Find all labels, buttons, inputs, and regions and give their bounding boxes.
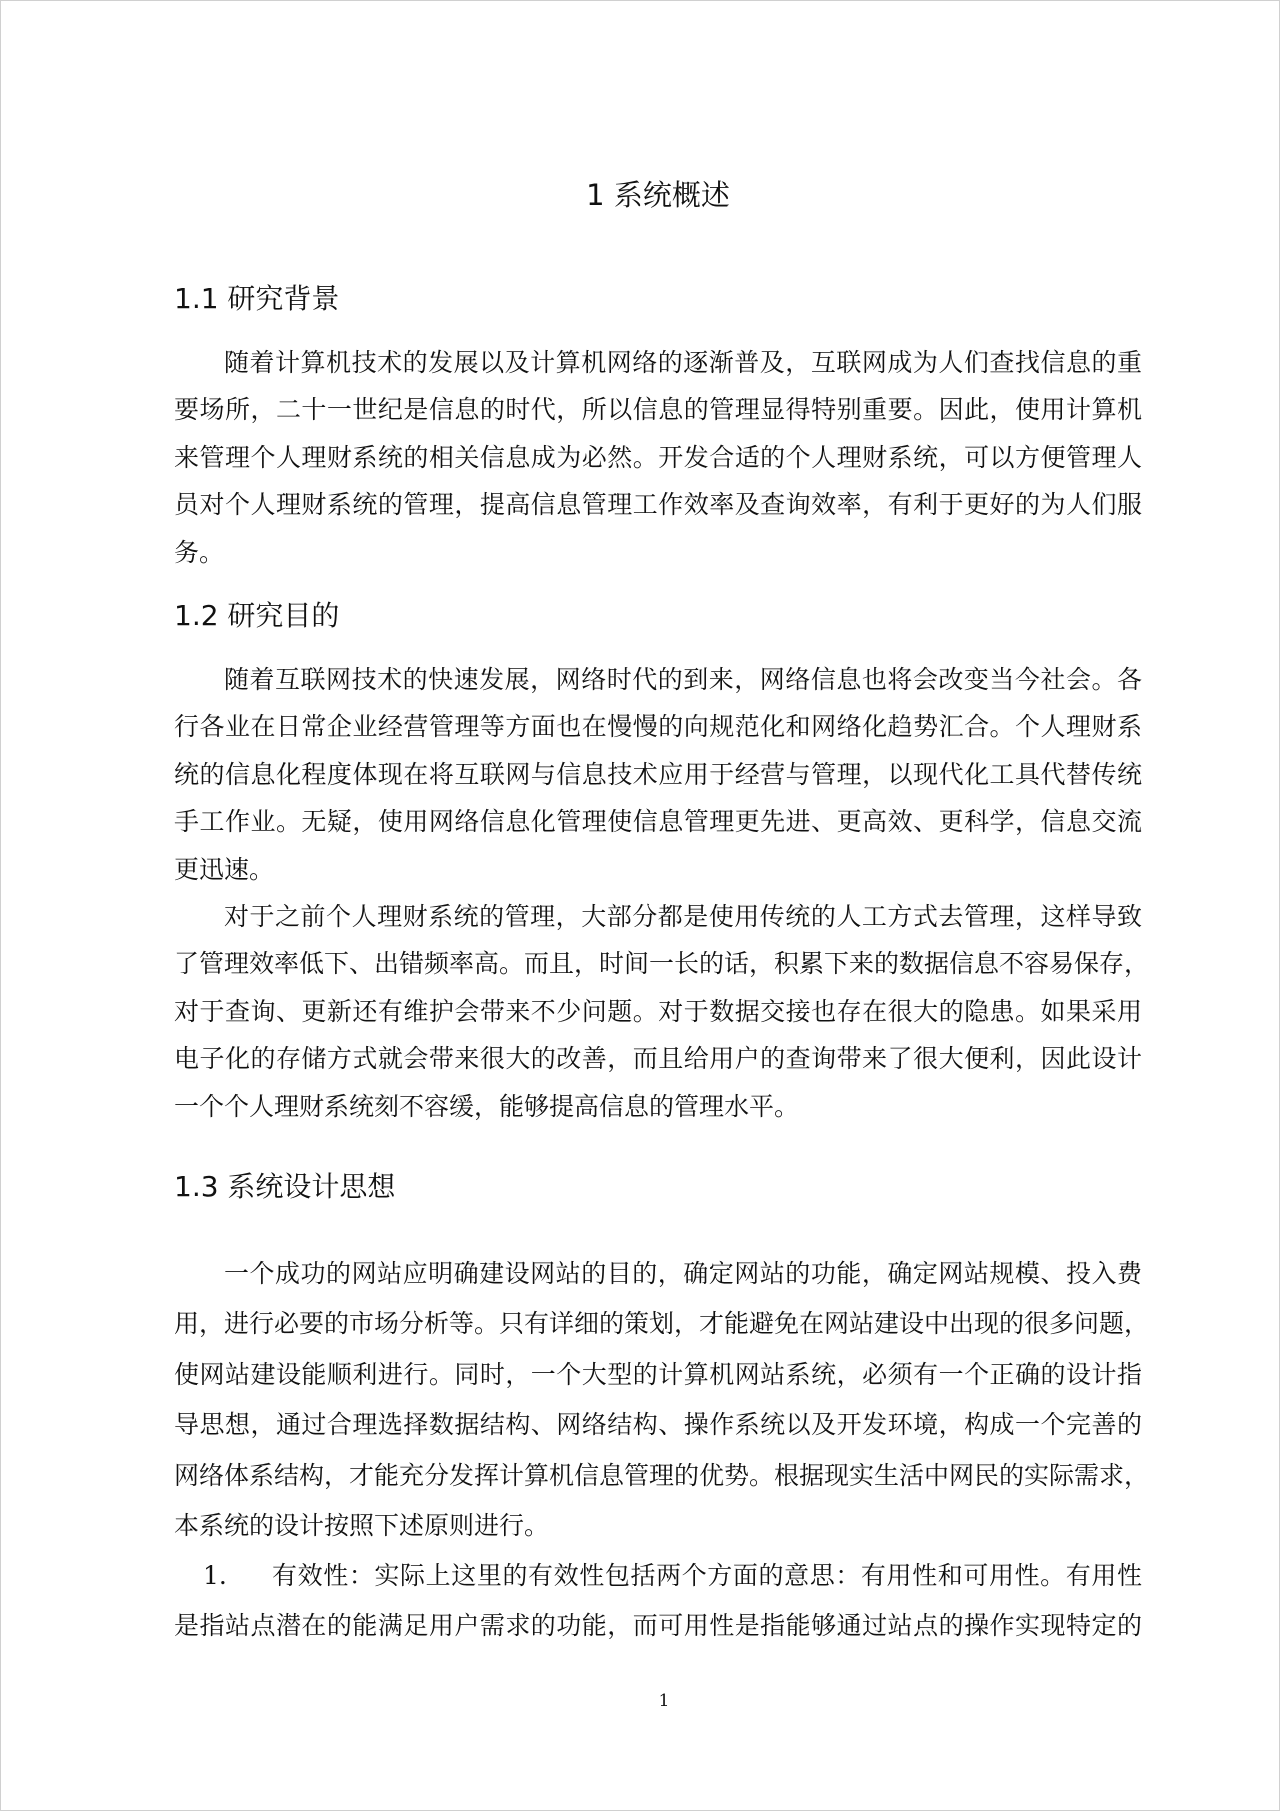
section-heading-1-3: 1.3 系统设计思想: [174, 1170, 396, 1203]
list-item-continuation: 是指站点潜在的能满足用户需求的功能，而可用性是指能够通过站点的操作实现特定的: [174, 1611, 1142, 1641]
paragraph-line: 员对个人理财系统的管理，提高信息管理工作效率及查询效率，有利于更好的为人们服: [174, 490, 1142, 520]
page-number: 1: [658, 1691, 670, 1711]
list-item-number: 1.: [203, 1561, 227, 1590]
paragraph-line: 了管理效率低下、出错频率高。而且，时间一长的话，积累下来的数据信息不容易保存，: [174, 949, 1150, 979]
paragraph-line: 务。: [174, 537, 225, 567]
paragraph-line: 更迅速。: [174, 854, 275, 884]
list-item-text: 有效性：实际上这里的有效性包括两个方面的意思：有用性和可用性。有用性: [272, 1561, 1142, 1590]
paragraph-line: 要场所，二十一世纪是信息的时代，所以信息的管理显得特别重要。因此，使用计算机: [174, 395, 1142, 425]
paragraph-line: 本系统的设计按照下述原则进行。: [174, 1510, 550, 1540]
section-heading-1-1: 1.1 研究背景: [174, 282, 340, 315]
paragraph-line: 对于查询、更新还有维护会带来不少问题。对于数据交接也存在很大的隐患。如果采用: [174, 996, 1142, 1026]
section-heading-1-2: 1.2 研究目的: [174, 599, 340, 632]
paragraph-line: 使网站建设能顺利进行。同时，一个大型的计算机网站系统，必须有一个正确的设计指: [174, 1359, 1142, 1389]
paragraph-line: 导思想，通过合理选择数据结构、网络结构、操作系统以及开发环境，构成一个完善的: [174, 1410, 1142, 1440]
paragraph-line: 统的信息化程度体现在将互联网与信息技术应用于经营与管理，以现代化工具代替传统: [174, 759, 1142, 789]
paragraph-line: 来管理个人理财系统的相关信息成为必然。开发合适的个人理财系统，可以方便管理人: [174, 442, 1142, 472]
paragraph-line: 电子化的存储方式就会带来很大的改善，而且给用户的查询带来了很大便利，因此设计: [174, 1044, 1142, 1074]
paragraph-line: 随着计算机技术的发展以及计算机网络的逐渐普及，互联网成为人们查找信息的重: [224, 348, 1142, 377]
paragraph-line: 对于之前个人理财系统的管理，大部分都是使用传统的人工方式去管理，这样导致: [224, 901, 1142, 931]
paragraph-line: 随着互联网技术的快速发展，网络时代的到来，网络信息也将会改变当今社会。各: [224, 665, 1142, 694]
paragraph-line: 一个个人理财系统刻不容缓，能够提高信息的管理水平。: [174, 1091, 800, 1121]
section-1-3-body: [174, 1249, 1150, 1551]
section-1-2-body: [174, 656, 1150, 1130]
paragraph-line: 手工作业。无疑，使用网络信息化管理使信息管理更先进、更高效、更科学，信息交流: [174, 807, 1142, 837]
list-item: [174, 1551, 1142, 1601]
paragraph-line: 行各业在日常企业经营管理等方面也在慢慢的向规范化和网络化趋势汇合。个人理财系: [174, 712, 1142, 742]
paragraph-line: 网络体系结构，才能充分发挥计算机信息管理的优势。根据现实生活中网民的实际需求，: [174, 1460, 1150, 1490]
principle-list: [174, 1551, 1142, 1652]
section-1-1-body: [174, 339, 1142, 576]
paragraph-line: 用，进行必要的市场分析等。只有详细的策划，才能避免在网站建设中出现的很多问题，: [174, 1309, 1150, 1339]
chapter-title: 1 系统概述: [586, 178, 730, 212]
paragraph-line: 一个成功的网站应明确建设网站的目的，确定网站的功能，确定网站规模、投入费: [224, 1259, 1142, 1288]
